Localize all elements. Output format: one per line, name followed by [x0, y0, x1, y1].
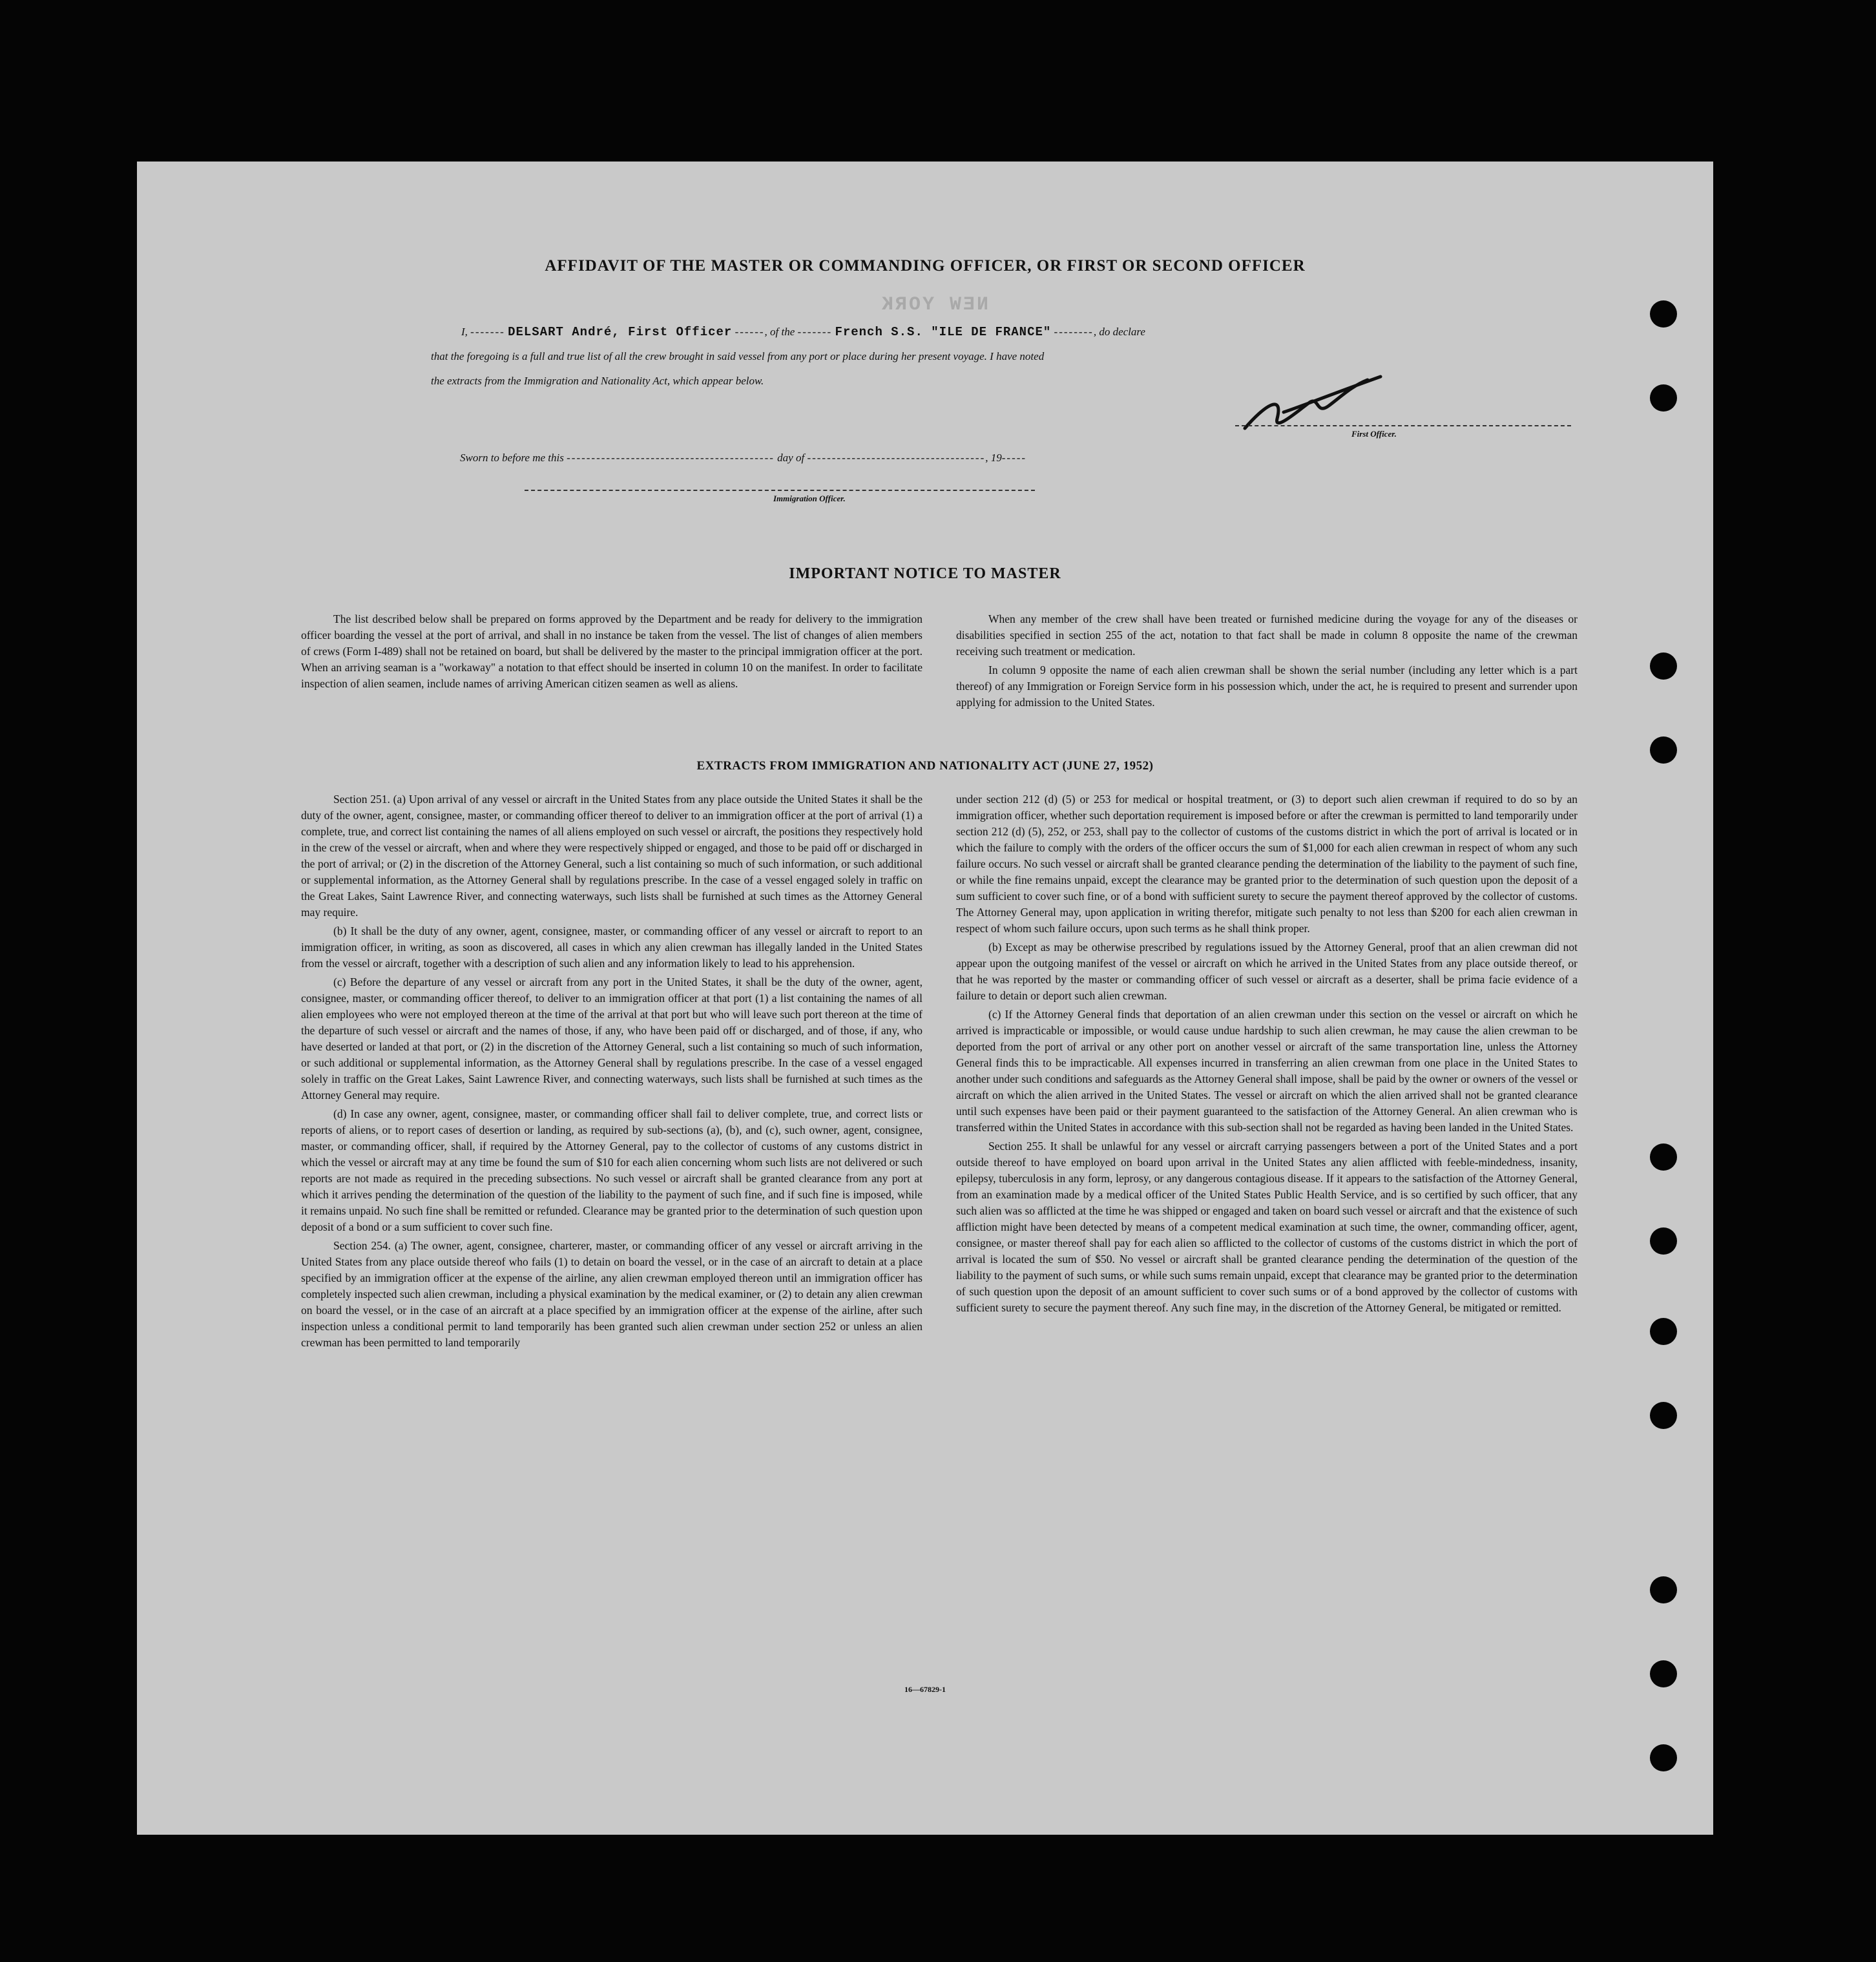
extract-paragraph: (c) Before the departure of any vessel or aircraft from any port in the United States, it shall be the duty of the owner, agent, consignee, master, or commanding officer thereof, to deliver to an immigration officer at that port (1) a list containing the names of all alien employees who were not employed thereon at the time of the arrival at that port but who will leave such port thereon at the time of the departure of such vessel or aircraft and the names of those, if any, who have been paid off or discharged, and of those, if any, who have deserted or landed at that port, or (2) in the discretion of the Attorney General, such a list containing so much of such information, or such additional or supplemental information, as the Attorney General shall by regulations prescribe. In the case of a vessel engaged solely in traffic on the Great Lakes, Saint Lawrence River, and connecting waterways, such lists shall be furnished at such times as the Attorney General may require. — [301, 976, 922, 1101]
year-field[interactable]: ----- — [1001, 452, 1027, 464]
decl-do-declare: , do declare — [1093, 326, 1145, 338]
extracts-left-column — [301, 791, 922, 1353]
dash-fill: ------- — [470, 326, 505, 338]
notice-title: IMPORTANT NOTICE TO MASTER — [789, 565, 1061, 582]
officer-signature — [1238, 367, 1387, 438]
punch-hole — [1650, 652, 1677, 680]
extract-paragraph: Section 251. (a) Upon arrival of any vessel or aircraft in the United States from any place outside the United States it shall be the duty of the owner, agent, consignee, master, or commanding officer thereof to deliver to an immigration officer at the port of arrival (1) a complete, true, and correct list containing the names of all aliens employed on such vessel or aircraft, the positions they respectively hold in the crew of the vessel or aircraft, when and where they were respectively shipped or engaged, and those to be paid off or discharged in the port of arrival; or (2) in the discretion of the Attorney General, such a list containing so much of such information, or such additional or supplemental information, as the Attorney General shall by regulations prescribe. In the case of a vessel engaged solely in traffic on the Great Lakes, Saint Lawrence River, and connecting waterways, such lists shall be furnished at such times as the Attorney General may require. — [301, 793, 922, 919]
extract-paragraph: (c) If the Attorney General finds that deportation of an alien crewman under this section on the vessel or aircraft on which he arrived is impracticable or impossible, or would cause undue hardship to such alien crewman, he may cause the alien crewman to be deported from the port of arrival or any other port on another vessel or aircraft of the same transportation line, unless the Attorney General finds this to be impracticable. All expenses incurred in transferring an alien crewman from one place in the United States to another under such conditions and safeguards as the Attorney General shall impose, shall be paid by the owner or owners of the vessel or aircraft on which the alien arrived in the United States. The vessel or aircraft on which the alien arrived shall not be granted clearance until such expenses have been paid or their payment guaranteed to the satisfaction of the Attorney General. An alien crewman who is transferred within the United States in accordance with this sub-section shall not be regarded as having been landed in the United States. — [956, 1008, 1578, 1134]
month-field[interactable]: ------------------------------------ — [807, 452, 986, 464]
sworn-date-field[interactable]: ------------------------------------------ — [567, 452, 775, 464]
declaration-line-3: the extracts from the Immigration and Nationality Act, which appear below. — [431, 375, 764, 387]
year-label: , 19 — [985, 452, 1002, 464]
punch-hole — [1650, 300, 1677, 328]
sworn-line — [460, 446, 1027, 470]
punch-hole — [1650, 1227, 1677, 1255]
notice-left-column — [301, 611, 922, 694]
punch-hole — [1650, 736, 1677, 764]
decl-prefix: I, — [461, 326, 468, 338]
punch-hole — [1650, 1143, 1677, 1171]
vessel-name-field[interactable]: French S.S. "ILE DE FRANCE" — [835, 325, 1052, 339]
dash-fill: -------- — [1054, 326, 1094, 338]
signature-line — [1235, 425, 1571, 426]
day-of-label: day of — [777, 452, 805, 464]
dash-fill: ------ — [735, 326, 765, 338]
notice-right-column — [956, 611, 1578, 713]
extract-paragraph: (b) It shall be the duty of any owner, agent, consignee, master, or commanding officer of any vessel or aircraft to report to an immigration officer, in writing, as soon as discovered, all cases in which any alien crewman has illegally landed in the United States from the vessel or aircraft, together with a description of such alien and any information likely to lead to his apprehension. — [301, 924, 922, 970]
punch-hole — [1650, 1576, 1677, 1603]
immigration-officer-label: Immigration Officer. — [773, 494, 846, 503]
document-page — [137, 162, 1713, 1835]
decl-of-the: , of the — [764, 326, 795, 338]
extract-paragraph: (d) In case any owner, agent, consignee, master, or commanding officer shall fail to deliver complete, true, and correct lists or reports of aliens, or to report cases of desertion or landing, as required by sub-sections (a), (b), and (c), such owner, agent, consignee, master, or commanding officer, shall, if required by the Attorney General, pay to the collector of customs of any customs district in which the vessel or aircraft may at any time be found the sum of $10 for each alien concerning whom such lists are not delivered or such reports are not made as required in the preceding subsections. No such vessel or aircraft shall be granted clearance from any port at which it arrives pending the determination of the question of the liability to the payment of such fine, and if such fine is imposed, while it remains unpaid. No such fine shall be remitted or refunded. Clearance may be granted prior to the determination of such question upon deposit of a bond or a sum sufficient to cover such fine. — [301, 1107, 922, 1233]
officer-name-field[interactable]: DELSART André, First Officer — [508, 325, 733, 339]
form-number: 16—67829-1 — [904, 1685, 946, 1694]
punch-hole — [1650, 1744, 1677, 1771]
signature-title: First Officer. — [1351, 429, 1397, 439]
punch-hole — [1650, 1402, 1677, 1429]
notice-right-text-2: In column 9 opposite the name of each alien crewman shall be shown the serial number (including any letter which is a part thereof) of any Immigration or Foreign Service form in his possession which, under the act, he is required to present and surrender upon applying for admission to the United States. — [956, 663, 1578, 709]
extract-paragraph: (b) Except as may be otherwise prescribed by regulations issued by the Attorney General, proof that an alien crewman did not appear upon the outgoing manifest of the vessel or aircraft on which he arrived in the United States from any place outside thereof, or that he was reported by the master or commanding officer of such vessel or aircraft as a deserter, shall be prima facie evidence of a failure to detain or deport such alien crewman. — [956, 941, 1578, 1002]
extracts-title: EXTRACTS FROM IMMIGRATION AND NATIONALITY ACT (JUNE 27, 1952) — [696, 759, 1154, 773]
affidavit-title: AFFIDAVIT OF THE MASTER OR COMMANDING OFFICER, OR FIRST OR SECOND OFFICER — [545, 257, 1306, 275]
punch-hole — [1650, 384, 1677, 412]
sworn-prefix: Sworn to before me this — [460, 452, 564, 464]
extract-paragraph: under section 212 (d) (5) or 253 for medical or hospital treatment, or (3) to deport such alien crewman if required to do so by an immigration officer, whether such deportation requirement is imposed before or after the crewman is permitted to land temporarily under section 212 (d) (5), 252, or 253, shall pay to the collector of customs of the customs district in which the port of arrival is located or in which the failure to comply with the orders of the officer occurs the sum of $1,000 for each alien crewman in respect of whom any such failure occurs. No such vessel or aircraft shall be granted clearance pending the determination of the liability to the payment of such fine, or while the fine remains unpaid, except the clearance may be granted prior to the determination of such question upon the deposit of a sum sufficient to cover such fine, or of a bond with sufficient surety to secure the payment thereof approved by the collector of customs. The Attorney General may, upon application in writing therefor, mitigate such penalty to not less than $200 for each alien crewman in respect of whom such failure occurs, upon such terms as he shall think proper. — [956, 793, 1578, 935]
notice-right-text-1: When any member of the crew shall have been treated or furnished medicine during the voyage for any of the diseases or disabilities specified in section 255 of the act, notation to that fact shall be made in column 8 opposite the name of the crewman receiving such treatment or medication. — [956, 612, 1578, 658]
notice-left-text: The list described below shall be prepared on forms approved by the Department and be ready for delivery to the immigration officer boarding the vessel at the port of arrival, and shall in no instance be taken from the vessel. The list of changes of alien members of crews (Form I-489) shall not be retained on board, but shall be delivered by the master to the principal immigration officer at the port. When an arriving seaman is a "workaway" a notation to that effect should be inserted in column 10 on the manifest. In order to facilitate inspection of alien seamen, include names of arriving American citizen seamen as well as aliens. — [301, 612, 922, 690]
punch-hole — [1650, 1318, 1677, 1345]
port-stamp-ghost: NEW YORK — [880, 294, 989, 316]
extract-paragraph: Section 254. (a) The owner, agent, consignee, charterer, master, or commanding officer of any vessel or aircraft arriving in the United States from any place outside thereof who fails (1) to detain on board the vessel, or in the case of an aircraft to detain at a place specified by an immigration officer at the expense of the airline, any alien crewman employed thereon until an immigration officer has completely inspected such alien crewman, including a physical examination by the medical examiner, or (2) to detain any alien crewman on board the vessel, or in the case of an aircraft at a place specified by an immigration officer at the expense of the airline, after such inspection unless a conditional permit to land temporarily has been granted such alien crewman under section 252 or unless an alien crewman has been permitted to land temporarily — [301, 1239, 922, 1349]
extract-paragraph: Section 255. It shall be unlawful for any vessel or aircraft carrying passengers between a port of the United States and a port outside thereof to have employed on board upon arrival in the United States any alien afflicted with feeble-mindedness, insanity, epilepsy, tuberculosis in any form, leprosy, or any dangerous contagious disease. If it appears to the satisfaction of the Attorney General, from an examination made by a medical officer of the United States Public Health Service, and is so certified by such officer, that any such alien was so afflicted at the time he was shipped or engaged and taken on board such vessel or aircraft and that the existence of such affliction might have been detected by means of a competent medical examination at such time, the owner, commanding officer, agent, consignee, or master thereof shall pay for each alien so afflicted to the collector of customs of the customs district in which the port of arrival is located the sum of $50. No vessel or aircraft shall be granted clearance pending the determination of the question of the liability to the payment of such sums, or while such sums remain unpaid, except that clearance may be granted prior to the determination of such question upon the deposit of an amount sufficient to cover such sums or of a bond approved by the collector of customs with sufficient surety to secure the payment thereof. Any such fine may, in the discretion of the Attorney General, be mitigated or remitted. — [956, 1140, 1578, 1314]
declaration-line-2: that the foregoing is a full and true list of all the crew brought in said vessel from any port or place during her present voyage. I have noted — [431, 350, 1045, 362]
extracts-right-column — [956, 791, 1578, 1319]
punch-hole — [1650, 1660, 1677, 1687]
declaration-line-1 — [461, 320, 1572, 344]
immigration-officer-line — [525, 490, 1035, 491]
dash-fill: ------- — [797, 326, 833, 338]
